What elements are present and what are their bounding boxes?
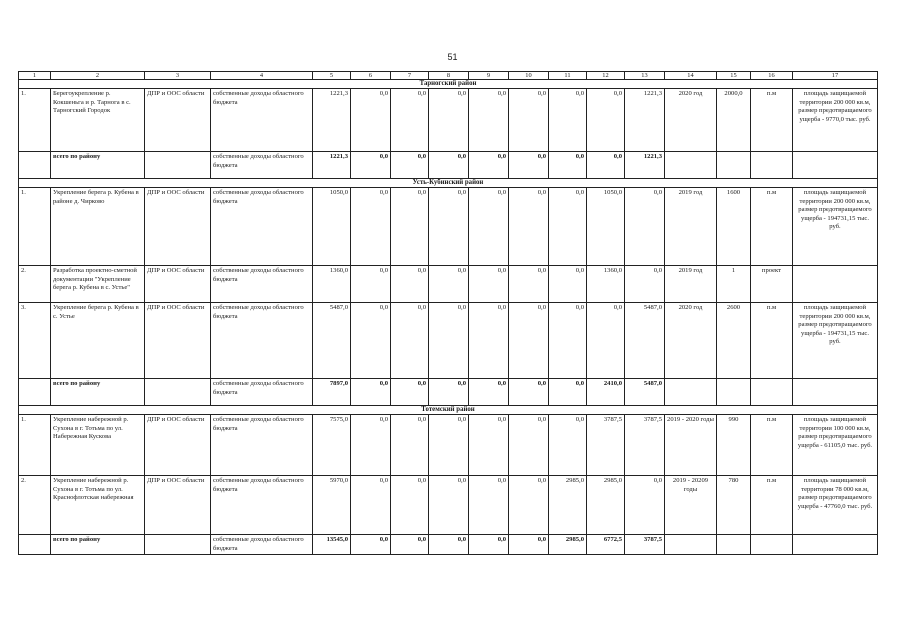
cell-value: 1221,3 — [625, 89, 665, 152]
executor: ДПР и ООС области — [145, 188, 211, 266]
cell-value: 0,0 — [549, 152, 587, 179]
cell-value: 0,0 — [391, 303, 429, 379]
cell-value: 1050,0 — [313, 188, 351, 266]
cell-value: 1050,0 — [587, 188, 625, 266]
unit: п.м — [751, 476, 793, 535]
measure-name: Укрепление берега р. Кубена в районе д. Чирково — [51, 188, 145, 266]
district-total-row — [19, 152, 878, 179]
section-heading-row — [19, 179, 878, 188]
funding-source: собственные доходы областного бюджета — [211, 303, 313, 379]
column-header: 4 — [211, 72, 313, 80]
executor: ДПР и ООС области — [145, 266, 211, 303]
cell-value: 5487,0 — [625, 379, 665, 406]
cell-value: 0,0 — [429, 89, 469, 152]
column-header: 15 — [717, 72, 751, 80]
funding-source: собственные доходы областного бюджета — [211, 415, 313, 476]
column-header: 13 — [625, 72, 665, 80]
cell-value: 0,0 — [625, 476, 665, 535]
cell-value: 2985,0 — [549, 535, 587, 555]
cell-value: 1221,3 — [313, 89, 351, 152]
column-header: 6 — [351, 72, 391, 80]
unit: проект — [751, 266, 793, 303]
cell-value: 0,0 — [469, 303, 509, 379]
unit: п.м — [751, 303, 793, 379]
effect-description — [793, 266, 878, 303]
row-number: 1. — [19, 89, 51, 152]
cell-value: 5487,0 — [625, 303, 665, 379]
table-row — [19, 303, 878, 379]
column-header: 5 — [313, 72, 351, 80]
cell-value: 0,0 — [351, 379, 391, 406]
cell-value: 1221,3 — [313, 152, 351, 179]
cell-value: 0,0 — [469, 152, 509, 179]
cell-value: 0,0 — [469, 89, 509, 152]
executor: ДПР и ООС области — [145, 303, 211, 379]
section-title: Усть-Кубинский район — [19, 179, 878, 188]
column-header: 9 — [469, 72, 509, 80]
column-header: 2 — [51, 72, 145, 80]
cell-value: 0,0 — [509, 152, 549, 179]
cell-value: 0,0 — [549, 188, 587, 266]
quantity: 2600 — [717, 303, 751, 379]
cell-value: 0,0 — [587, 303, 625, 379]
period: 2019 год — [665, 188, 717, 266]
cell-value: 0,0 — [429, 476, 469, 535]
period: 2019 - 20209 годы — [665, 476, 717, 535]
cell-value: 6772,5 — [587, 535, 625, 555]
cell-value: 0,0 — [391, 535, 429, 555]
measure-name: Укрепление набережной р. Сухона в г. Тотьма по ул. Краснофлотская набережная — [51, 476, 145, 535]
table-row — [19, 476, 878, 535]
cell-value: 3787,5 — [625, 415, 665, 476]
cell-value: 0,0 — [509, 266, 549, 303]
measure-name: Разработка проектно-сметной документации "Укрепление берега р. Кубена в с. Устье" — [51, 266, 145, 303]
executor: ДПР и ООС области — [145, 89, 211, 152]
cell-value: 0,0 — [391, 152, 429, 179]
row-number: 2. — [19, 266, 51, 303]
cell-value: 0,0 — [509, 303, 549, 379]
section-heading-row — [19, 80, 878, 89]
cell-value: 0,0 — [391, 89, 429, 152]
row-number: 3. — [19, 303, 51, 379]
cell-value: 1360,0 — [587, 266, 625, 303]
cell-value: 0,0 — [429, 303, 469, 379]
cell-value: 0,0 — [509, 535, 549, 555]
cell-value: 0,0 — [625, 266, 665, 303]
cell-value: 0,0 — [429, 535, 469, 555]
period: 2019 - 2020 годы — [665, 415, 717, 476]
cell-value: 0,0 — [351, 415, 391, 476]
section-heading-row — [19, 406, 878, 415]
cell-value: 5970,0 — [313, 476, 351, 535]
quantity: 990 — [717, 415, 751, 476]
cell-value: 3787,5 — [625, 535, 665, 555]
cell-value: 0,0 — [429, 152, 469, 179]
column-header: 12 — [587, 72, 625, 80]
cell-value: 0,0 — [351, 188, 391, 266]
cell-value: 7575,0 — [313, 415, 351, 476]
cell-value: 0,0 — [429, 266, 469, 303]
section-title: Тарногский район — [19, 80, 878, 89]
cell-value: 0,0 — [587, 89, 625, 152]
cell-value: 0,0 — [391, 415, 429, 476]
cell-value: 0,0 — [351, 89, 391, 152]
funding-source: собственные доходы областного бюджета — [211, 476, 313, 535]
column-header: 7 — [391, 72, 429, 80]
period: 2019 год — [665, 266, 717, 303]
effect-description: площадь защищаемой территории 78 000 кв.м, размер предотвращаемого ущерба - 47760,0 тыс. руб. — [793, 476, 878, 535]
funding-source: собственные доходы областного бюджета — [211, 535, 313, 555]
total-label: всего по району — [51, 379, 145, 406]
quantity: 780 — [717, 476, 751, 535]
quantity: 2000,0 — [717, 89, 751, 152]
cell-value: 0,0 — [469, 188, 509, 266]
funding-source: собственные доходы областного бюджета — [211, 188, 313, 266]
cell-value: 0,0 — [549, 303, 587, 379]
column-header: 17 — [793, 72, 878, 80]
cell-value: 1360,0 — [313, 266, 351, 303]
measure-name: Укрепление набережной р. Сухона в г. Тотьма по ул. Набережная Кускова — [51, 415, 145, 476]
cell-value: 0,0 — [429, 379, 469, 406]
cell-value: 0,0 — [509, 415, 549, 476]
cell-value: 0,0 — [549, 89, 587, 152]
cell-value: 0,0 — [429, 415, 469, 476]
cell-value: 0,0 — [549, 415, 587, 476]
measure-name: Укрепление берега р. Кубена в с. Устье — [51, 303, 145, 379]
cell-value: 0,0 — [509, 89, 549, 152]
table-row — [19, 188, 878, 266]
executor: ДПР и ООС области — [145, 415, 211, 476]
cell-value: 7897,0 — [313, 379, 351, 406]
cell-value: 0,0 — [549, 266, 587, 303]
cell-value: 0,0 — [351, 152, 391, 179]
unit: п.м — [751, 415, 793, 476]
page-number: 51 — [447, 52, 458, 62]
column-header: 14 — [665, 72, 717, 80]
cell-value: 0,0 — [429, 188, 469, 266]
funding-source: собственные доходы областного бюджета — [211, 379, 313, 406]
cell-value: 2985,0 — [587, 476, 625, 535]
unit: п.м — [751, 89, 793, 152]
cell-value: 0,0 — [469, 476, 509, 535]
column-header: 3 — [145, 72, 211, 80]
effect-description: площадь защищаемой территории 200 000 кв.м, размер предотвращаемого ущерба - 194731,15 тыс. руб. — [793, 303, 878, 379]
column-header: 8 — [429, 72, 469, 80]
district-total-row — [19, 535, 878, 555]
row-number: 1. — [19, 415, 51, 476]
funding-source: собственные доходы областного бюджета — [211, 152, 313, 179]
column-header: 1 — [19, 72, 51, 80]
cell-value: 1221,3 — [625, 152, 665, 179]
column-header: 11 — [549, 72, 587, 80]
cell-value: 3787,5 — [587, 415, 625, 476]
cell-value: 0,0 — [391, 379, 429, 406]
quantity: 1600 — [717, 188, 751, 266]
program-table — [18, 71, 878, 555]
cell-value: 0,0 — [625, 188, 665, 266]
cell-value: 0,0 — [549, 379, 587, 406]
cell-value: 2985,0 — [549, 476, 587, 535]
cell-value: 0,0 — [351, 303, 391, 379]
effect-description: площадь защищаемой территории 200 000 кв.м, размер предотвращаемого ущерба - 194731,15 тыс. руб. — [793, 188, 878, 266]
cell-value: 5487,0 — [313, 303, 351, 379]
funding-source: собственные доходы областного бюджета — [211, 89, 313, 152]
cell-value: 0,0 — [509, 188, 549, 266]
row-number: 1. — [19, 188, 51, 266]
effect-description: площадь защищаемой территории 100 000 кв.м, размер предотвращаемого ущерба - 61105,0 тыс. руб. — [793, 415, 878, 476]
cell-value: 0,0 — [391, 266, 429, 303]
total-label: всего по району — [51, 535, 145, 555]
unit: п.м — [751, 188, 793, 266]
column-header: 10 — [509, 72, 549, 80]
row-number: 2. — [19, 476, 51, 535]
funding-source: собственные доходы областного бюджета — [211, 266, 313, 303]
table-row — [19, 415, 878, 476]
column-number-row — [19, 72, 878, 80]
cell-value: 0,0 — [469, 415, 509, 476]
effect-description: площадь защищаемой территории 200 000 кв.м, размер предотвращаемого ущерба - 9770,0 тыс. руб. — [793, 89, 878, 152]
cell-value: 0,0 — [469, 266, 509, 303]
district-total-row — [19, 379, 878, 406]
cell-value: 0,0 — [587, 152, 625, 179]
cell-value: 0,0 — [469, 379, 509, 406]
table-row — [19, 266, 878, 303]
cell-value: 0,0 — [469, 535, 509, 555]
quantity: 1 — [717, 266, 751, 303]
measure-name: Берегоукрепление р. Кокшеньга и р. Тарнога в с. Тарногский Городок — [51, 89, 145, 152]
cell-value: 0,0 — [509, 379, 549, 406]
executor: ДПР и ООС области — [145, 476, 211, 535]
period: 2020 год — [665, 303, 717, 379]
section-title: Тотемский район — [19, 406, 878, 415]
table-row — [19, 89, 878, 152]
cell-value: 2410,0 — [587, 379, 625, 406]
cell-value: 0,0 — [351, 476, 391, 535]
cell-value: 0,0 — [351, 266, 391, 303]
column-header: 16 — [751, 72, 793, 80]
cell-value: 13545,0 — [313, 535, 351, 555]
total-label: всего по району — [51, 152, 145, 179]
cell-value: 0,0 — [391, 188, 429, 266]
cell-value: 0,0 — [391, 476, 429, 535]
cell-value: 0,0 — [509, 476, 549, 535]
cell-value: 0,0 — [351, 535, 391, 555]
period: 2020 год — [665, 89, 717, 152]
